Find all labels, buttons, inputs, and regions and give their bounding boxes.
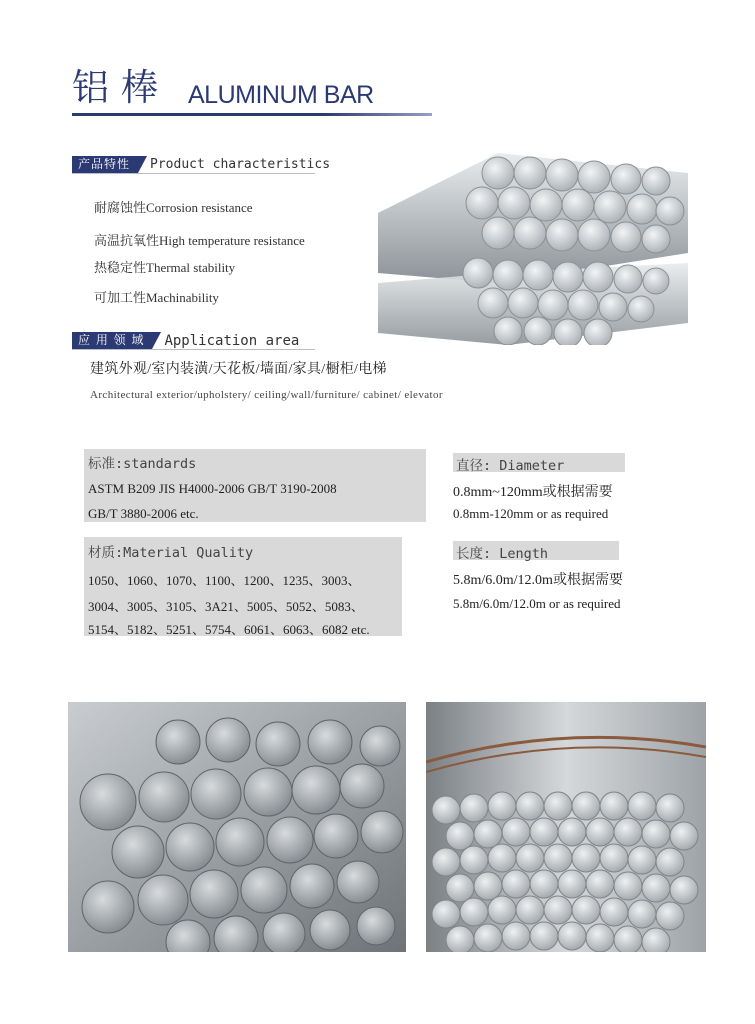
characteristics-heading-en: Product characteristics xyxy=(150,157,331,172)
characteristics-heading-cn: 产品特性 xyxy=(72,156,138,173)
material-line: 1050、1060、1070、1100、1200、1235、3003、 xyxy=(88,573,361,588)
title-underline xyxy=(72,113,432,116)
feature-item: 高温抗氧性High temperature resistance xyxy=(94,233,305,248)
length-text-cn: 5.8m/6.0m/12.0m或根据需要 xyxy=(453,573,623,588)
application-heading xyxy=(72,332,299,349)
feature-item: 可加工性Machinability xyxy=(94,290,219,305)
standards-line: ASTM B209 JIS H4000-2006 GB/T 3190-2008 xyxy=(88,481,337,496)
length-text-en: 5.8m/6.0m/12.0m or as required xyxy=(453,596,621,611)
diameter-text-en: 0.8mm-120mm or as required xyxy=(453,506,609,521)
page-title-cn: 铝棒 xyxy=(72,66,170,109)
aluminum-bar-stack-photo xyxy=(378,133,688,345)
material-line: 5154、5182、5251、5754、6061、6063、6082 etc. xyxy=(88,622,370,637)
page-title-en: ALUMINUM BAR xyxy=(188,81,374,109)
standards-line: GB/T 3880-2006 etc. xyxy=(88,506,199,521)
diameter-label: 直径: Diameter xyxy=(456,458,565,474)
aluminum-rods-photo-left xyxy=(68,702,406,952)
material-line: 3004、3005、3105、3A21、5005、5052、5083、 xyxy=(88,599,364,614)
application-heading-cn: 应 用 领 域 xyxy=(72,332,152,349)
material-label: 材质:Material Quality xyxy=(88,545,254,561)
feature-item: 热稳定性Thermal stability xyxy=(94,260,236,275)
application-rule xyxy=(72,349,315,350)
standards-label: 标准:standards xyxy=(88,456,197,472)
aluminum-rods-photo-right xyxy=(426,702,706,952)
application-heading-en: Application area xyxy=(164,332,300,349)
characteristics-rule xyxy=(72,173,315,174)
length-label: 长度: Length xyxy=(456,546,549,562)
diameter-text-cn: 0.8mm~120mm或根据需要 xyxy=(453,485,613,500)
application-text-en: Architectural exterior/upholstery/ ceiling/wall/furniture/ cabinet/ elevator xyxy=(90,389,443,401)
feature-item: 耐腐蚀性Corrosion resistance xyxy=(94,200,253,215)
application-text-cn: 建筑外观/室内装潢/天花板/墙面/家具/橱柜/电梯 xyxy=(90,362,387,377)
characteristics-heading xyxy=(72,156,330,173)
